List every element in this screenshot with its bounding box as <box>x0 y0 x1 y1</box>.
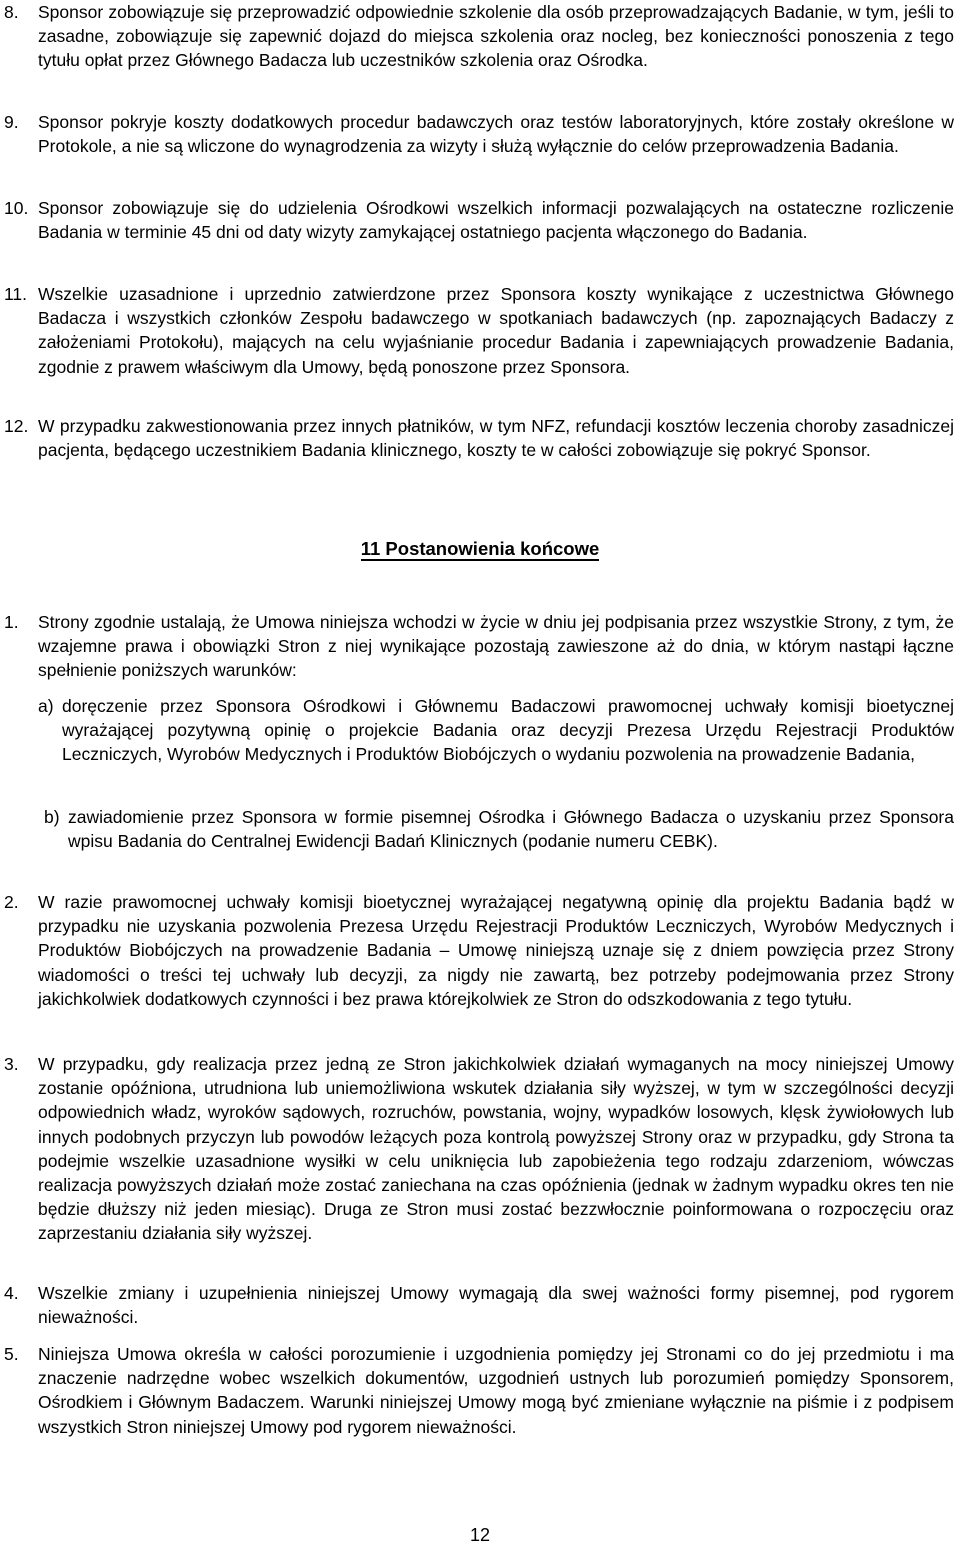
item-number: 11. <box>4 284 28 304</box>
item-number: 10. <box>4 198 29 218</box>
section-heading <box>0 536 960 562</box>
item-text: Sponsor zobowiązuje się do udzielenia Ośrodkowi wszelkich informacji pozwalających na ostateczne rozliczenie Badania w terminie 45 dni od daty wizyty zamykającej ostatniego pacjenta włączonego do Badania. <box>38 198 954 243</box>
item-text: Sponsor zobowiązuje się przeprowadzić odpowiednie szkolenie dla osób przeprowadzających Badanie, w tym, jeśli to zasadne, zobowiązuje się zapewnić dojazd do miejsca szkolenia oraz nocleg, bez konieczności ponoszenia z tego tytułu opłat przez Głównego Badacza lub uczestników szkolenia oraz Ośrodka. <box>38 2 954 71</box>
item-number: 12. <box>4 416 29 436</box>
condition-text: zawiadomienie przez Sponsora w formie pisemnej Ośrodka i Głównego Badacza o uzyskaniu przez Sponsora wpisu Badania do Centralnej Ewidencji Badań Klinicznych (podanie numeru CEBK). <box>68 807 954 852</box>
condition-label: b) <box>44 807 60 827</box>
item-text: Niniejsza Umowa określa w całości porozumienie i uzgodnienia pomiędzy jej Stronami co do jej przedmiotu i ma znaczenie nadrzędne wobec wszelkich dokumentów, uzgodnień ustnych lub porozumień pomiędzy Sponsorem, Ośrodkiem i Głównym Badaczem. Warunki niniejszej Umowy mogą być zmieniane wyłącznie na piśmie i z podpisem wszystkich Stron niniejszej Umowy pod rygorem nieważności. <box>38 1344 954 1437</box>
item-text: W przypadku zakwestionowania przez innych płatników, w tym NFZ, refundacji kosztów leczenia choroby zasadniczej pacjenta, będącego uczestnikiem Badania klinicznego, koszty te w całości zobowiązuje się pokryć Sponsor. <box>38 416 954 461</box>
item-number: 8. <box>4 2 19 22</box>
item-text: Strony zgodnie ustalają, że Umowa niniejsza wchodzi w życie w dniu jej podpisania przez wszystkie Strony, z tym, że wzajemne prawa i obowiązki Stron z niej wynikające pozostają zawieszone aż do dnia, w którym nastąpi łączne spełnienie poniższych warunków: <box>38 612 954 681</box>
item-text: Wszelkie uzasadnione i uprzednio zatwierdzone przez Sponsora koszty wynikające z uczestnictwa Głównego Badacza i wszystkich członków Zespołu badawczego w spotkaniach badawczych (np. zapoznających Badaczy z założeniami Protokołu), mających na celu wyjaśnianie procedur Badania i zapewniających prowadzenie Badania, zgodnie z prawem właściwym dla Umowy, będą ponoszone przez Sponsora. <box>38 284 954 377</box>
item-number: 5. <box>4 1344 19 1364</box>
section-heading-text: 11 Postanowienia końcowe <box>360 538 600 559</box>
item-number: 9. <box>4 112 19 132</box>
item-number: 2. <box>4 892 19 912</box>
item-text: Sponsor pokryje koszty dodatkowych procedur badawczych oraz testów laboratoryjnych, które zostały określone w Protokole, a nie są wliczone do wynagrodzenia za wizyty i służą wyłącznie do celów przeprowadzenia Badania. <box>38 112 954 157</box>
item-number: 1. <box>4 612 19 632</box>
item-number: 3. <box>4 1054 19 1074</box>
item-text: Wszelkie zmiany i uzupełnienia niniejszej Umowy wymagają dla swej ważności formy pisemnej, pod rygorem nieważności. <box>38 1283 954 1328</box>
condition-label: a) <box>38 696 54 716</box>
page-number: 12 <box>469 1525 491 1545</box>
item-text: W razie prawomocnej uchwały komisji bioetycznej wyrażającej negatywną opinię dla projektu Badania bądź w przypadku nie uzyskania pozwolenia Prezesa Urzędu Rejestracji Produktów Leczniczych, Wyrobów Medycznych i Produktów Biobójczych na prowadzenie Badania – Umowę niniejszą uznaje się z dniem powzięcia przez Strony wiadomości o treści tej uchwały lub decyzji, za nigdy nie zawartą, bez potrzeby podejmowania przez Strony jakichkolwiek dodatkowych czynności i bez prawa którejkolwiek ze Stron do odszkodowania z tego tytułu. <box>38 892 954 1009</box>
item-text: W przypadku, gdy realizacja przez jedną ze Stron jakichkolwiek działań wymaganych na mocy niniejszej Umowy zostanie opóźniona, utrudniona lub uniemożliwiona wskutek działania siły wyższej, w tym w szczególności decyzji odpowiednich władz, wyroków sądowych, rozruchów, powstania, wojny, wypadków losowych, klęsk żywiołowych lub innych podobnych przyczyn lub powodów leżących poza kontrolą powyższej Strony oraz w przypadku, gdy Strona ta podejmie wszelkie uzasadnione wysiłki w celu uniknięcia lub zapobieżenia tego rodzaju zdarzeniom, wówczas realizacja powyższych działań może zostać zaniechana na czas opóźnienia (jednak w żadnym wypadku okres ten nie będzie dłuższy niż jeden miesiąc). Druga ze Stron musi zostać bezzwłocznie poinformowana o rozpoczęciu oraz zaprzestaniu działania siły wyższej. <box>38 1054 954 1244</box>
condition-text: doręczenie przez Sponsora Ośrodkowi i Głównemu Badaczowi prawomocnej uchwały komisji bioetycznej wyrażającej pozytywną opinię o projekcie Badania oraz decyzji Prezesa Urzędu Rejestracji Produktów Leczniczych, Wyrobów Medycznych i Produktów Biobójczych o wydaniu pozwolenia na prowadzenie Badania, <box>62 696 954 765</box>
item-number: 4. <box>4 1283 19 1303</box>
